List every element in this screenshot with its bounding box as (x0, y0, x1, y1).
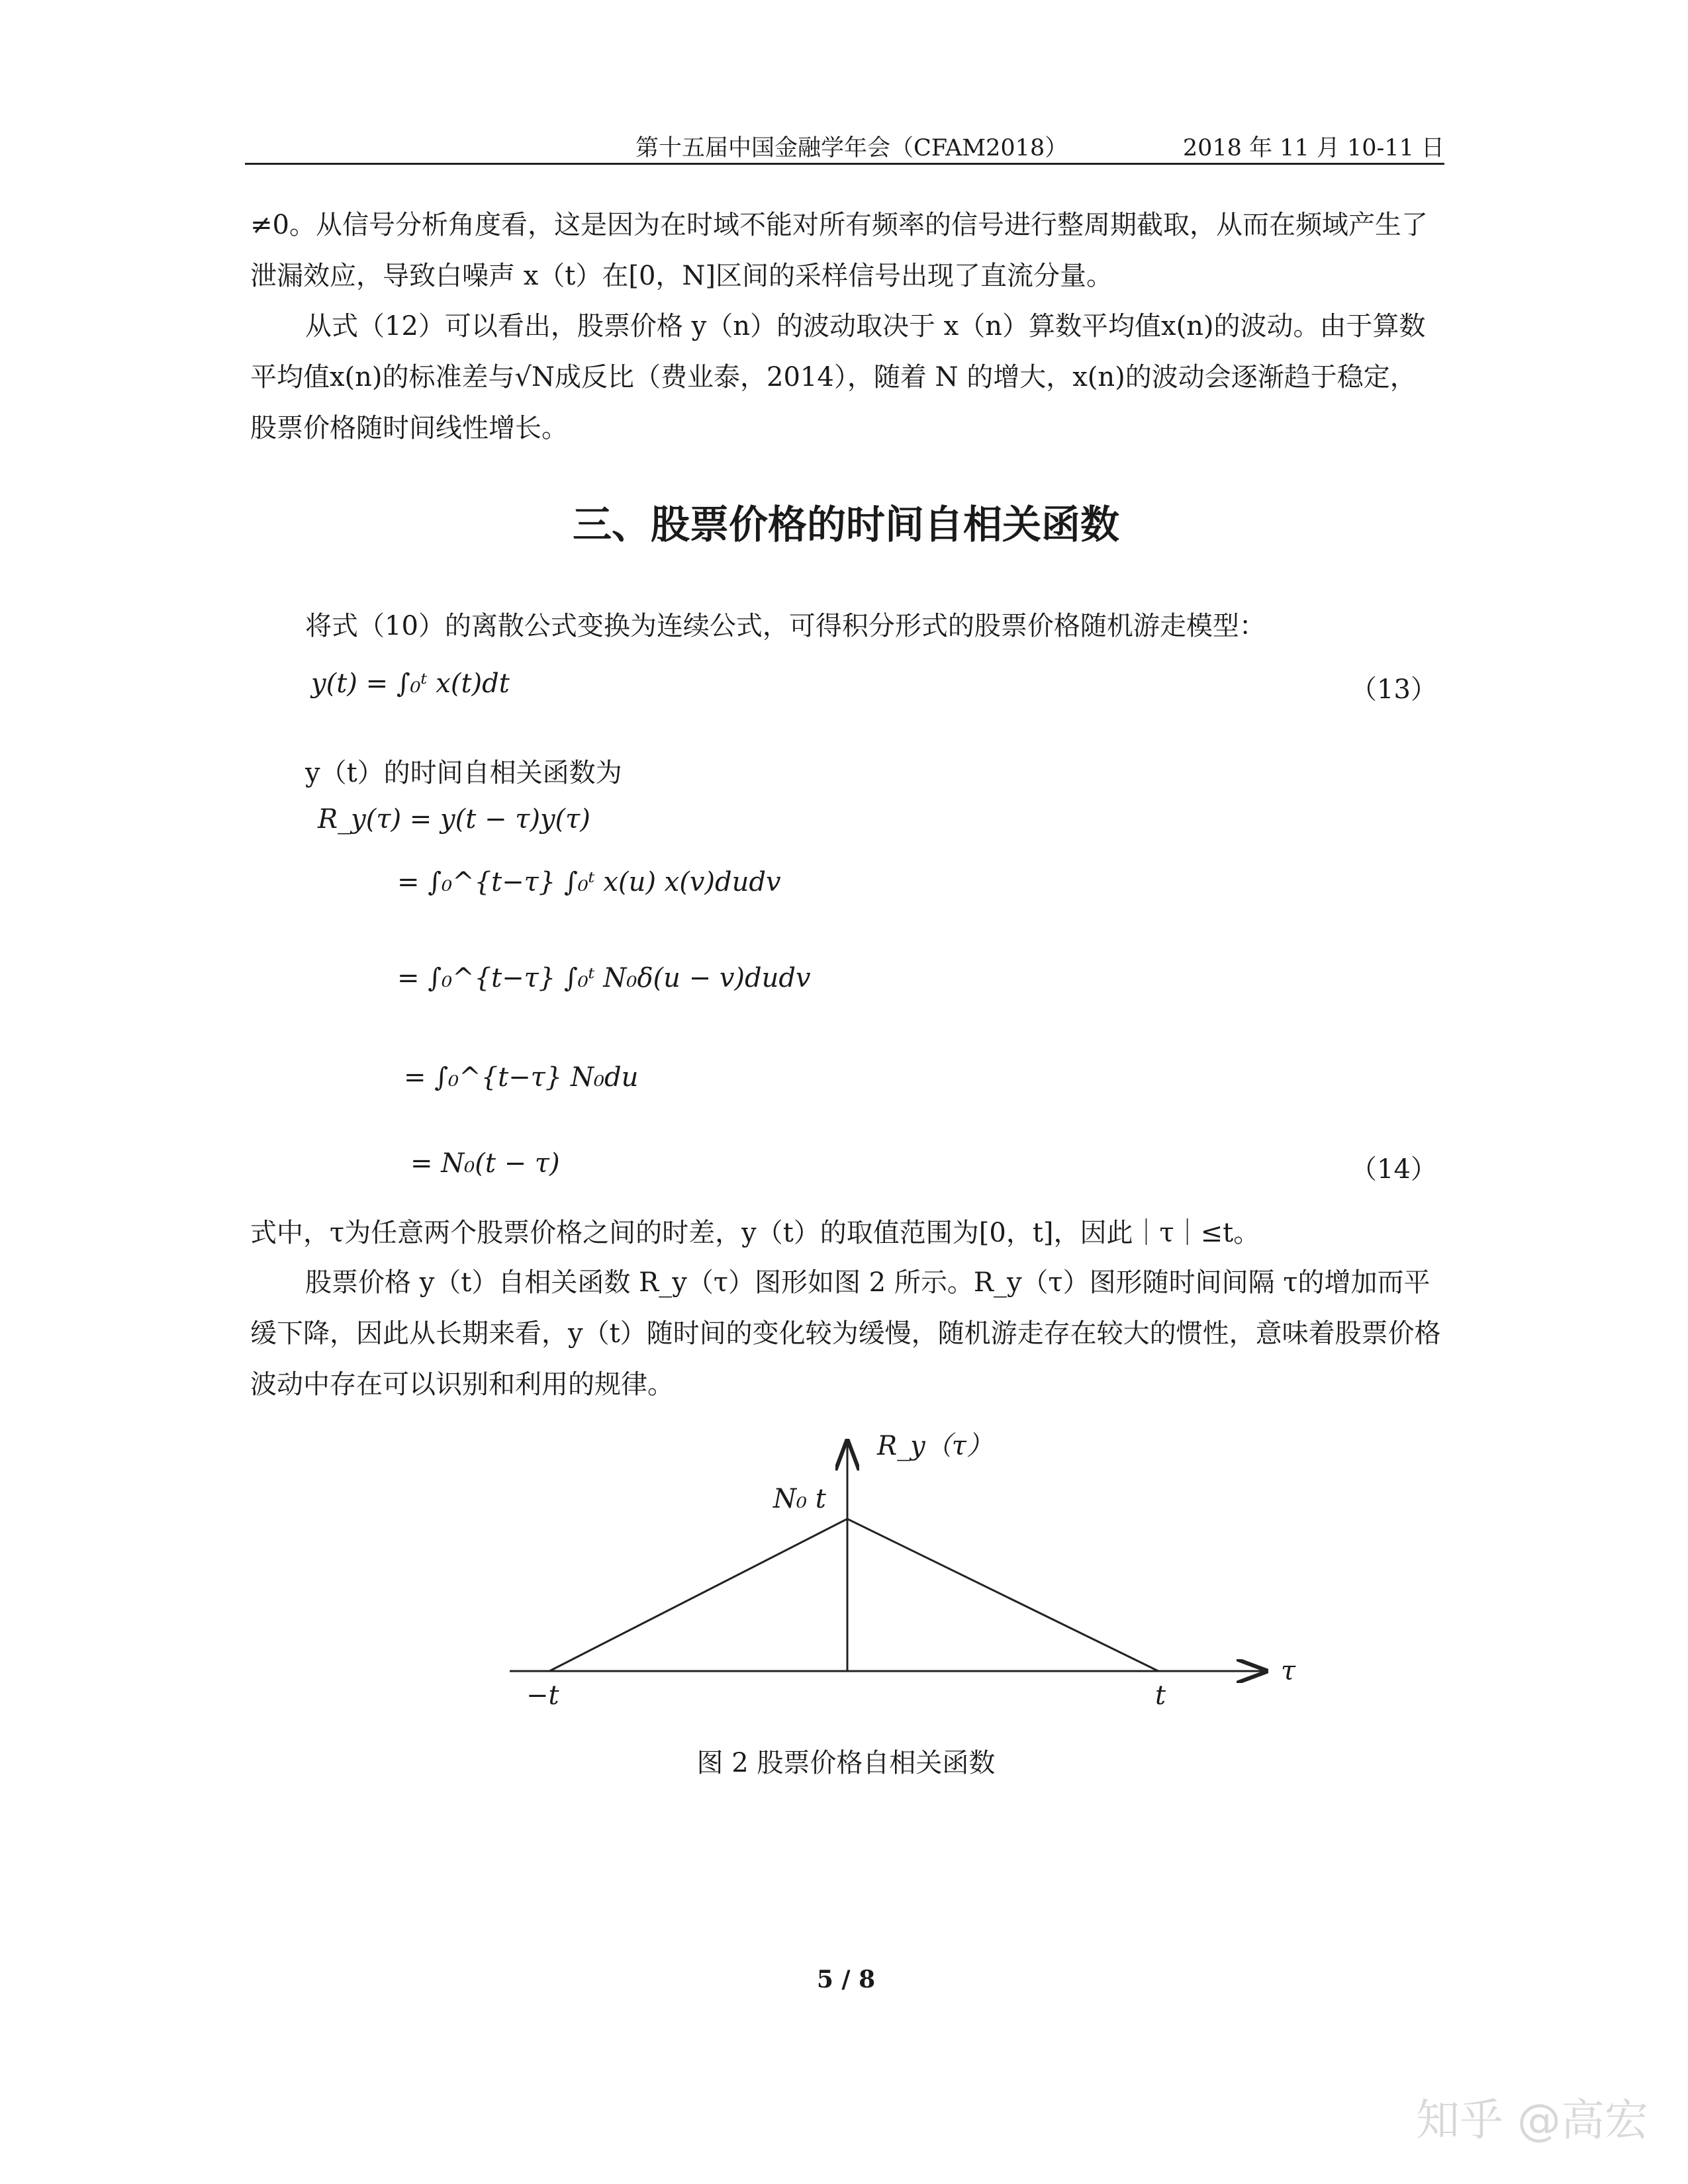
y-axis-label: R_y（τ） (877, 1431, 993, 1461)
paragraph-1: ≠0。从信号分析角度看，这是因为在时域不能对所有频率的信号进行整周期截取，从而在频域产生了泄漏效应，导致白噪声 x（t）在[0，N]区间的采样信号出现了直流分量。 (250, 210, 1428, 291)
equation-13: y(t) = ∫₀ᵗ x(t)dt (311, 668, 510, 699)
page-number: 5 / 8 (816, 1966, 876, 1993)
peak-label: N₀ t (773, 1484, 826, 1514)
paragraph-5: 式中，τ为任意两个股票价格之间的时差，y（t）的取值范围为[0，t]，因此｜τ｜≤t。 (250, 1218, 1260, 1248)
equation-14-line-2: = ∫₀^{t−τ} ∫₀ᵗ x(u) x(v)dudv (397, 867, 781, 897)
section-title: 三、股票价格的时间自相关函数 (572, 502, 1119, 547)
autocorrelation-figure (463, 1423, 1390, 1754)
equation-14-line-3: = ∫₀^{t−τ} ∫₀ᵗ N₀δ(u − v)dudv (397, 963, 811, 993)
paragraph-6: 股票价格 y（t）自相关函数 R_y（τ）图形如图 2 所示。R_y（τ）图形随时间间隔 τ的增加而平缓下降，因此从长期来看，y（t）随时间的变化较为缓慢，随机游走存在较大的惯性，意味着股票价格波动中存在可以识别和利用的规律。 (250, 1267, 1441, 1400)
paragraph-3: 将式（10）的离散公式变换为连续公式，可得积分形式的股票价格随机游走模型： (305, 611, 1266, 641)
equation-13-number: （13） (1350, 674, 1437, 705)
conference-date: 2018 年 11 月 10-11 日 (1182, 135, 1444, 161)
figure-caption: 图 2 股票价格自相关函数 (696, 1748, 996, 1778)
paragraph-4: y（t）的时间自相关函数为 (305, 758, 622, 788)
conference-title: 第十五届中国金融学年会（CFAM2018） (635, 135, 1068, 161)
watermark: 知乎 @高宏 (1416, 2095, 1648, 2146)
right-tick-label: t (1155, 1680, 1166, 1711)
paragraph-2: 从式（12）可以看出，股票价格 y（n）的波动取决于 x（n）算数平均值x(n)的波动。由于算数平均值x(n)的标准差与√N成反比（费业泰，2014），随着 N 的增大，x(n)的波动会逐渐趋于稳定，股票价格随时间线性增长。 (250, 311, 1426, 443)
equation-14-line-5: = N₀(t − τ) (410, 1148, 560, 1179)
equation-14-number: （14） (1350, 1154, 1437, 1185)
equation-14-line-1: R_y(τ) = y(t − τ)y(τ) (318, 804, 590, 835)
equation-14-line-4: = ∫₀^{t−τ} N₀du (404, 1062, 639, 1093)
x-axis-label: τ (1281, 1656, 1296, 1686)
left-tick-label: −t (526, 1680, 559, 1711)
triangle-curve (549, 1519, 1158, 1671)
page-header (245, 130, 1444, 165)
